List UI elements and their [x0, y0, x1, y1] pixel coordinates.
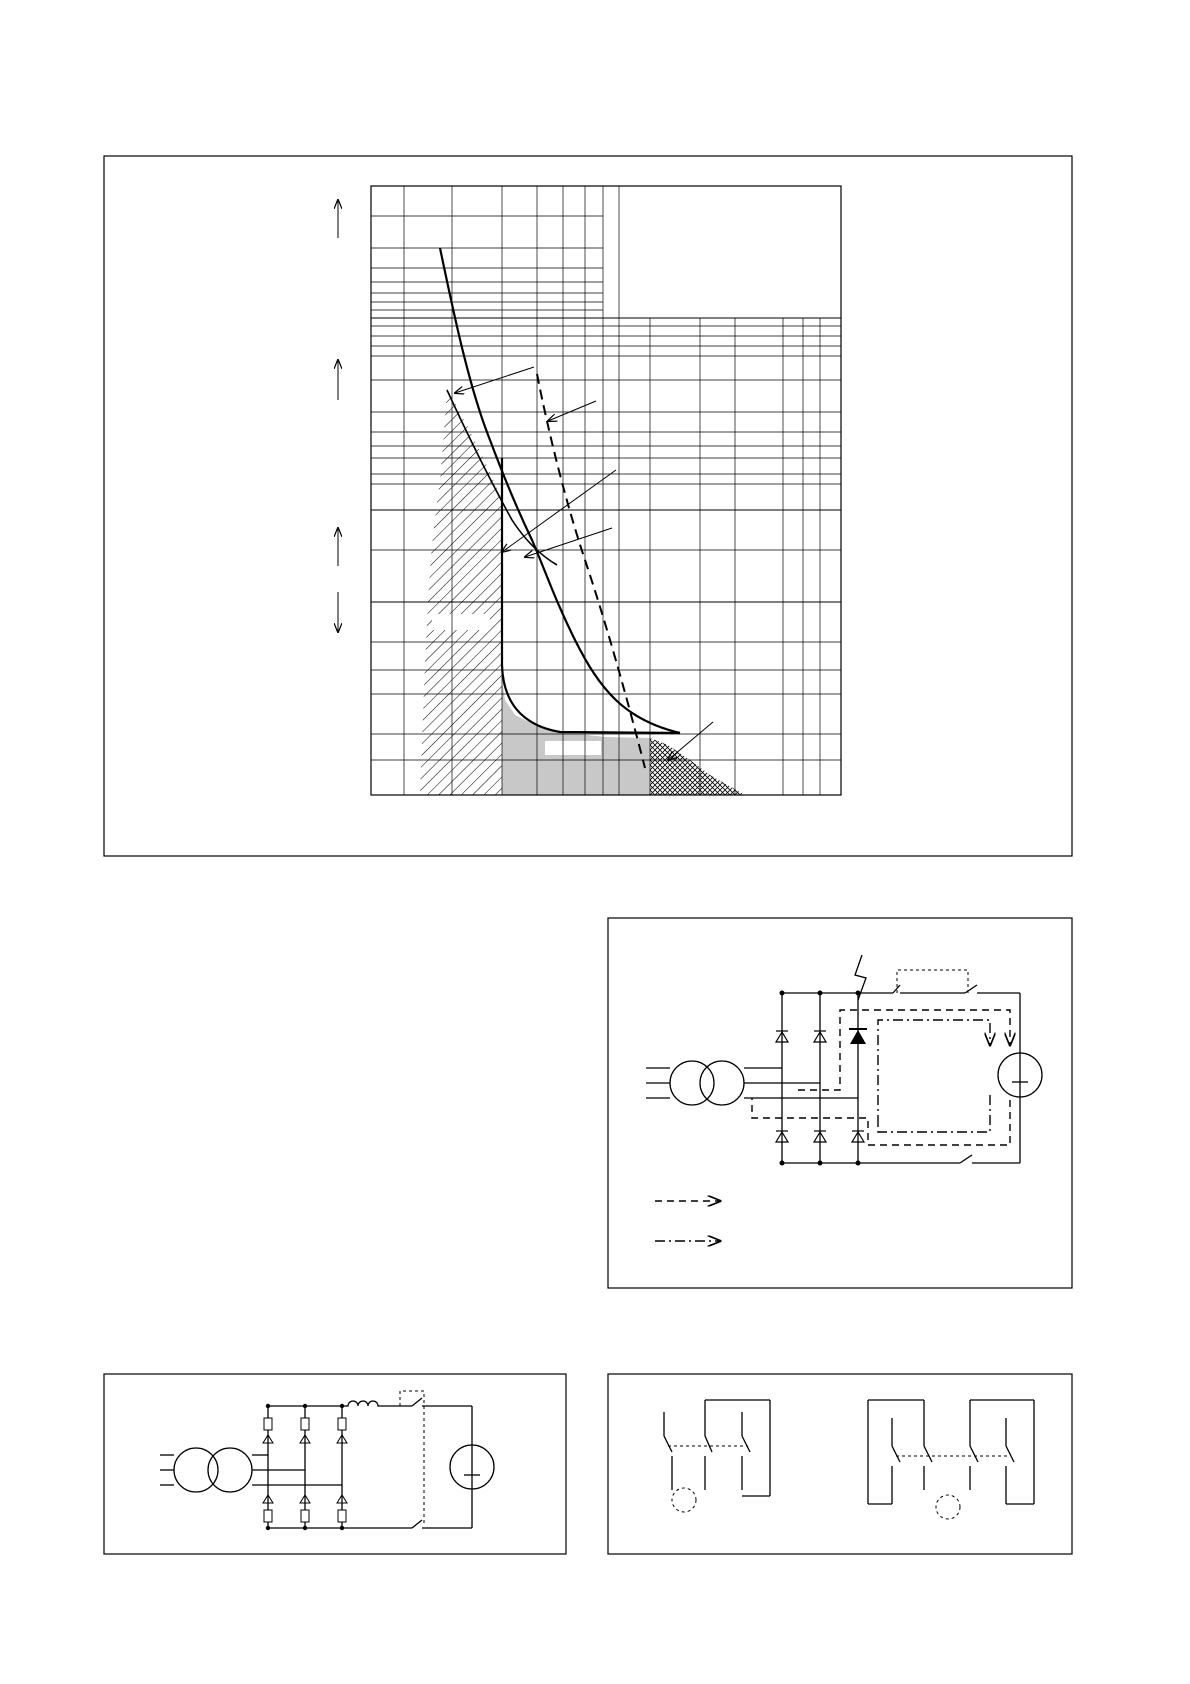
transformer-primary-icon	[174, 1448, 218, 1492]
fuse-icon	[338, 1418, 346, 1430]
transformer-secondary-icon	[700, 1061, 744, 1105]
faulted-diode-icon	[849, 1029, 867, 1044]
label-box	[432, 614, 490, 630]
transformer-primary-icon	[670, 1061, 714, 1105]
fault-path-frame	[608, 918, 1072, 1288]
fuse-icon	[301, 1510, 309, 1522]
rectifier-figure	[104, 1374, 566, 1554]
fuse-icon	[264, 1510, 272, 1522]
rectifier-frame	[104, 1374, 566, 1554]
dashed-limit-curve	[537, 374, 645, 768]
breaker-contact-icon	[412, 1398, 422, 1406]
fault-path-figure	[608, 918, 1072, 1288]
four-pole-breaker	[868, 1400, 1034, 1519]
three-pole-breaker	[664, 1400, 770, 1512]
fault-current-path-return	[752, 1098, 1010, 1145]
breaker-poles-frame	[608, 1374, 1072, 1554]
characteristic-chart-figure	[104, 156, 1072, 856]
fuse-icon	[301, 1418, 309, 1430]
circulating-current-path-return	[878, 1095, 990, 1132]
inductor-icon	[342, 1401, 386, 1406]
fault-current-path	[798, 1010, 1010, 1090]
fuse-icon	[338, 1510, 346, 1522]
trip-unit-icon	[672, 1488, 696, 1512]
transformer-secondary-icon	[208, 1448, 252, 1492]
breaker-link	[897, 970, 968, 993]
breaker-poles-figure	[608, 1374, 1072, 1554]
legend	[655, 1201, 720, 1241]
fuse-melting-curve	[502, 458, 680, 733]
breaker-link	[400, 1391, 424, 1525]
trip-unit-icon	[936, 1495, 960, 1519]
leader-line	[548, 401, 596, 421]
leader-line	[668, 722, 713, 760]
circulating-current-path	[878, 1020, 990, 1125]
leader-line	[525, 528, 612, 557]
label-box	[545, 741, 601, 755]
crosshatched-region	[650, 738, 745, 795]
fuse-icon	[264, 1418, 272, 1430]
